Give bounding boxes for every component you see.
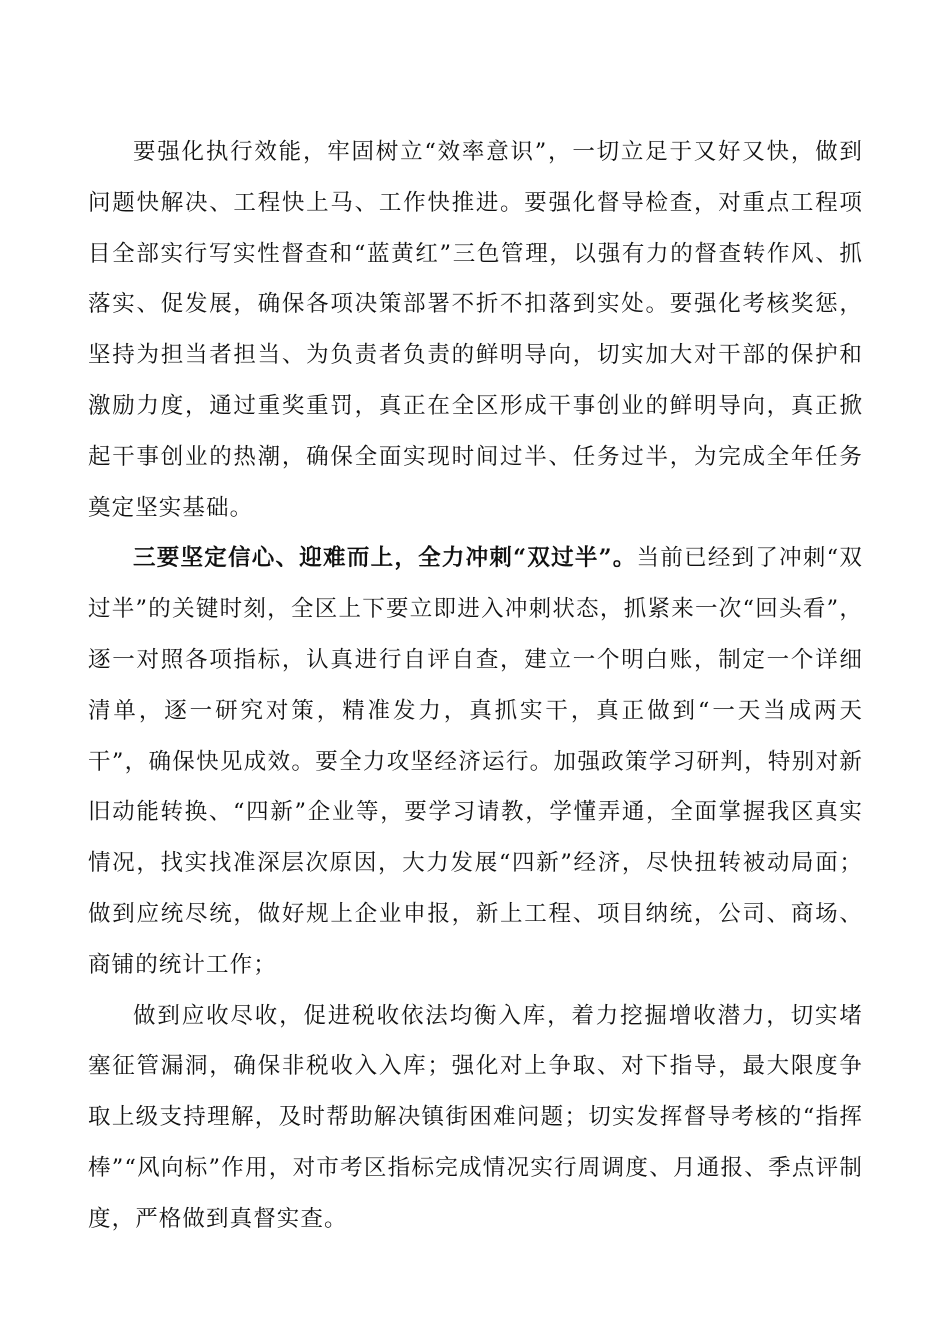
document-body [88,127,863,1245]
paragraph-1 [88,127,863,533]
paragraph-2 [88,533,863,990]
paragraph-2-text: 当前已经到了冲刺“双过半”的关键时刻，全区上下要立即进入冲刺状态，抓紧来一次“回头看”，逐一对照各项指标，认真进行自评自查，建立一个明白账，制定一个详细清单，逐一研究对策，精准发力，真抓实干，真正做到“一天当成两天干”，确保快见成效。要全力攻坚经济运行。加强政策学习研判，特别对新旧动能转换、“四新”企业等，要学习请教，学懂弄通，全面掌握我区真实情况，找实找准深层次原因，大力发展“四新”经济，尽快扭转被动局面；做到应统尽统，做好规上企业申报，新上工程、项目纳统，公司、商场、商铺的统计工作； [88,545,863,978]
paragraph-2-lead: 三要坚定信心、迎难而上，全力冲刺“双过半”。 [133,545,637,572]
paragraph-3 [88,991,863,1245]
paragraph-3-text: 做到应收尽收，促进税收依法均衡入库，着力挖掘增收潜力，切实堵塞征管漏洞，确保非税收入入库；强化对上争取、对下指导，最大限度争取上级支持理解，及时帮助解决镇街困难问题；切实发挥督导考核的“指挥棒”“风向标”作用，对市考区指标完成情况实行周调度、月通报、季点评制度，严格做到真督实查。 [88,1002,863,1232]
paragraph-1-text: 要强化执行效能，牢固树立“效率意识”，一切立足于又好又快，做到问题快解决、工程快上马、工作快推进。要强化督导检查，对重点工程项目全部实行写实性督查和“蓝黄红”三色管理，以强有力的督查转作风、抓落实、促发展，确保各项决策部署不折不扣落到实处。要强化考核奖惩，坚持为担当者担当、为负责者负责的鲜明导向，切实加大对干部的保护和激励力度，通过重奖重罚，真正在全区形成干事创业的鲜明导向，真正掀起干事创业的热潮，确保全面实现时间过半、任务过半，为完成全年任务奠定坚实基础。 [88,139,863,521]
